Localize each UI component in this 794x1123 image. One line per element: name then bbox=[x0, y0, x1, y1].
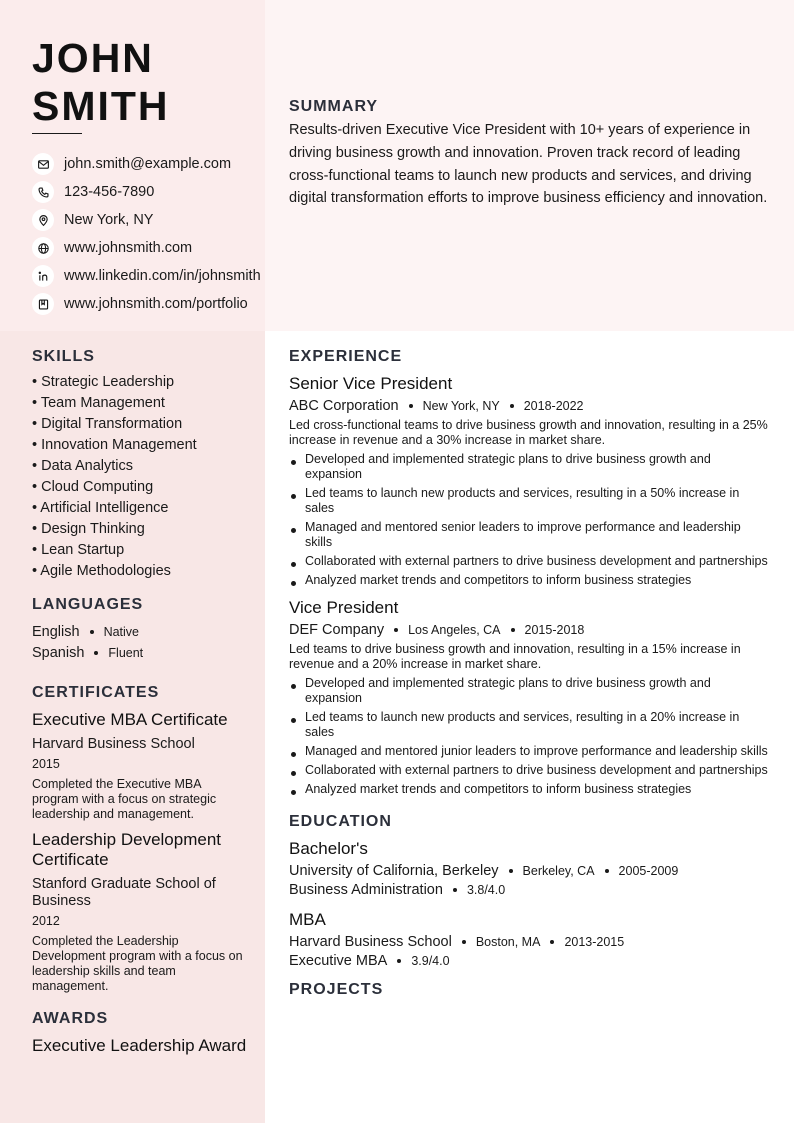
separator-dot bbox=[605, 869, 609, 873]
education-degree: MBA bbox=[289, 910, 326, 929]
certificate-year: 2015 bbox=[32, 757, 60, 771]
job-bullet: Developed and implemented strategic plans to drive business growth and expansion bbox=[289, 676, 769, 706]
job-description: Led cross-functional teams to drive business growth and innovation, resulting in a 25% increase in revenue and a 30% increase in market share. bbox=[289, 418, 768, 447]
job-bullet: Collaborated with external partners to drive business development and partnerships bbox=[289, 763, 769, 778]
language-name: Spanish bbox=[32, 645, 85, 661]
job-bullet: Led teams to launch new products and services, resulting in a 50% increase in sales bbox=[289, 486, 769, 516]
education-meta bbox=[289, 863, 769, 879]
job-meta bbox=[289, 398, 769, 414]
certificate-org: Stanford Graduate School of Business bbox=[32, 876, 216, 909]
language-row bbox=[32, 622, 247, 643]
languages-section bbox=[32, 596, 247, 664]
education-degree: Bachelor's bbox=[289, 839, 368, 858]
linkedin-icon bbox=[32, 265, 54, 287]
certificate-title: Executive MBA Certificate bbox=[32, 710, 228, 729]
summary-section bbox=[289, 98, 774, 210]
globe-icon bbox=[32, 237, 54, 259]
certificate-item bbox=[32, 710, 247, 822]
education-dates: 2005-2009 bbox=[618, 864, 679, 878]
sidebar bbox=[32, 348, 247, 1056]
job-title: Vice President bbox=[289, 598, 399, 617]
language-level: Fluent bbox=[108, 646, 144, 660]
education-entry bbox=[289, 839, 769, 898]
language-level: Native bbox=[103, 625, 139, 639]
experience-section bbox=[289, 348, 769, 797]
job-bullet: Analyzed market trends and competitors to inform business strategies bbox=[289, 782, 769, 797]
job-description: Led teams to drive business growth and innovation, resulting in a 15% increase in revenue and a 20% increase in market share. bbox=[289, 642, 741, 671]
separator-dot bbox=[453, 888, 457, 892]
phone-icon bbox=[32, 181, 54, 203]
contact-portfolio-text: www.johnsmith.com/portfolio bbox=[64, 296, 248, 312]
job-company: DEF Company bbox=[289, 622, 385, 638]
education-section bbox=[289, 813, 769, 969]
job-bullet: Collaborated with external partners to drive business development and partnerships bbox=[289, 554, 769, 569]
education-heading: EDUCATION bbox=[289, 813, 392, 830]
contact-website[interactable] bbox=[32, 234, 282, 262]
education-field-row bbox=[289, 882, 769, 898]
skill-item: • Artificial Intelligence bbox=[32, 500, 169, 516]
certificate-desc: Completed the Leadership Development program with a focus on leadership skills and team management. bbox=[32, 934, 243, 993]
languages-heading: LANGUAGES bbox=[32, 596, 144, 613]
job-dates: 2015-2018 bbox=[524, 623, 585, 637]
education-location: Berkeley, CA bbox=[522, 864, 595, 878]
separator-dot bbox=[397, 959, 401, 963]
contact-location-text: New York, NY bbox=[64, 212, 154, 228]
job-bullet: Analyzed market trends and competitors to inform business strategies bbox=[289, 573, 769, 588]
summary-text: Results-driven Executive Vice President with 10+ years of experience in driving business growth and innovation. Proven track record of leading cross-functional teams to launch new products and services, and driving digital transformation efforts to improve business efficiency and innovation. bbox=[289, 122, 768, 207]
job-location: Los Angeles, CA bbox=[408, 623, 501, 637]
first-name: JOHN bbox=[32, 35, 154, 81]
last-name: SMITH bbox=[32, 83, 170, 129]
experience-heading: EXPERIENCE bbox=[289, 348, 403, 365]
certificate-item bbox=[32, 830, 247, 994]
separator-dot bbox=[550, 940, 554, 944]
education-meta bbox=[289, 934, 769, 950]
separator-dot bbox=[509, 869, 513, 873]
job-title: Senior Vice President bbox=[289, 374, 453, 393]
skill-item: • Data Analytics bbox=[32, 458, 133, 474]
job-meta bbox=[289, 622, 769, 638]
projects-section bbox=[289, 981, 769, 999]
job-bullet: Led teams to launch new products and services, resulting in a 20% increase in sales bbox=[289, 710, 769, 740]
education-school: Harvard Business School bbox=[289, 934, 452, 950]
language-row bbox=[32, 643, 247, 664]
skill-item: • Cloud Computing bbox=[32, 479, 154, 495]
awards-heading: AWARDS bbox=[32, 1010, 109, 1027]
education-field: Business Administration bbox=[289, 882, 443, 898]
candidate-name bbox=[32, 34, 170, 130]
separator-dot bbox=[94, 651, 98, 655]
skills-section bbox=[32, 348, 247, 582]
job-location: New York, NY bbox=[422, 399, 500, 413]
skills-list bbox=[32, 372, 247, 582]
job-entry bbox=[289, 374, 769, 588]
education-dates: 2013-2015 bbox=[564, 935, 625, 949]
job-bullets bbox=[289, 676, 769, 797]
location-pin-icon bbox=[32, 209, 54, 231]
education-field-row bbox=[289, 953, 769, 969]
separator-dot bbox=[90, 630, 94, 634]
job-dates: 2018-2022 bbox=[523, 399, 584, 413]
contact-location bbox=[32, 206, 282, 234]
contact-phone-text: 123-456-7890 bbox=[64, 184, 155, 200]
skill-item: • Digital Transformation bbox=[32, 416, 183, 432]
education-gpa: 3.8/4.0 bbox=[466, 883, 506, 897]
education-field: Executive MBA bbox=[289, 953, 388, 969]
certificate-desc: Completed the Executive MBA program with a focus on strategic leadership and management. bbox=[32, 777, 217, 821]
education-location: Boston, MA bbox=[475, 935, 541, 949]
certificate-title: Leadership Development Certificate bbox=[32, 830, 222, 869]
summary-heading: SUMMARY bbox=[289, 98, 379, 115]
contact-email[interactable] bbox=[32, 150, 282, 178]
main-column bbox=[289, 348, 769, 999]
contact-email-text: john.smith@example.com bbox=[64, 156, 232, 172]
projects-heading: PROJECTS bbox=[289, 981, 384, 998]
skills-heading: SKILLS bbox=[32, 348, 95, 365]
separator-dot bbox=[409, 404, 413, 408]
separator-dot bbox=[462, 940, 466, 944]
skill-item: • Design Thinking bbox=[32, 521, 145, 537]
job-bullets bbox=[289, 452, 769, 588]
contact-linkedin-text: www.linkedin.com/in/johnsmith bbox=[64, 268, 261, 284]
portfolio-icon bbox=[32, 293, 54, 315]
certificate-year: 2012 bbox=[32, 914, 60, 928]
skill-item: • Agile Methodologies bbox=[32, 563, 171, 579]
skill-item: • Team Management bbox=[32, 395, 165, 411]
education-gpa: 3.9/4.0 bbox=[411, 954, 450, 968]
skill-item: • Strategic Leadership bbox=[32, 374, 175, 390]
certificates-heading: CERTIFICATES bbox=[32, 684, 160, 701]
education-entry bbox=[289, 910, 769, 969]
contact-portfolio[interactable] bbox=[32, 290, 282, 318]
contact-linkedin[interactable] bbox=[32, 262, 282, 290]
education-school: University of California, Berkeley bbox=[289, 863, 499, 879]
name-divider bbox=[32, 133, 82, 134]
skill-item: • Innovation Management bbox=[32, 437, 197, 453]
awards-section bbox=[32, 1010, 247, 1056]
certificate-org: Harvard Business School bbox=[32, 736, 195, 752]
contact-phone[interactable] bbox=[32, 178, 282, 206]
contact-list bbox=[32, 150, 282, 318]
separator-dot bbox=[511, 628, 515, 632]
certificates-section bbox=[32, 684, 247, 994]
job-bullet: Developed and implemented strategic plans to drive business growth and expansion bbox=[289, 452, 769, 482]
job-bullet: Managed and mentored junior leaders to improve performance and leadership skills bbox=[289, 744, 769, 759]
language-name: English bbox=[32, 624, 80, 640]
job-bullet: Managed and mentored senior leaders to improve performance and leadership skills bbox=[289, 520, 769, 550]
separator-dot bbox=[510, 404, 514, 408]
award-title: Executive Leadership Award bbox=[32, 1036, 247, 1055]
skill-item: • Lean Startup bbox=[32, 542, 125, 558]
job-company: ABC Corporation bbox=[289, 398, 399, 414]
envelope-icon bbox=[32, 153, 54, 175]
job-entry bbox=[289, 598, 769, 797]
contact-website-text: www.johnsmith.com bbox=[64, 240, 193, 256]
separator-dot bbox=[394, 628, 398, 632]
